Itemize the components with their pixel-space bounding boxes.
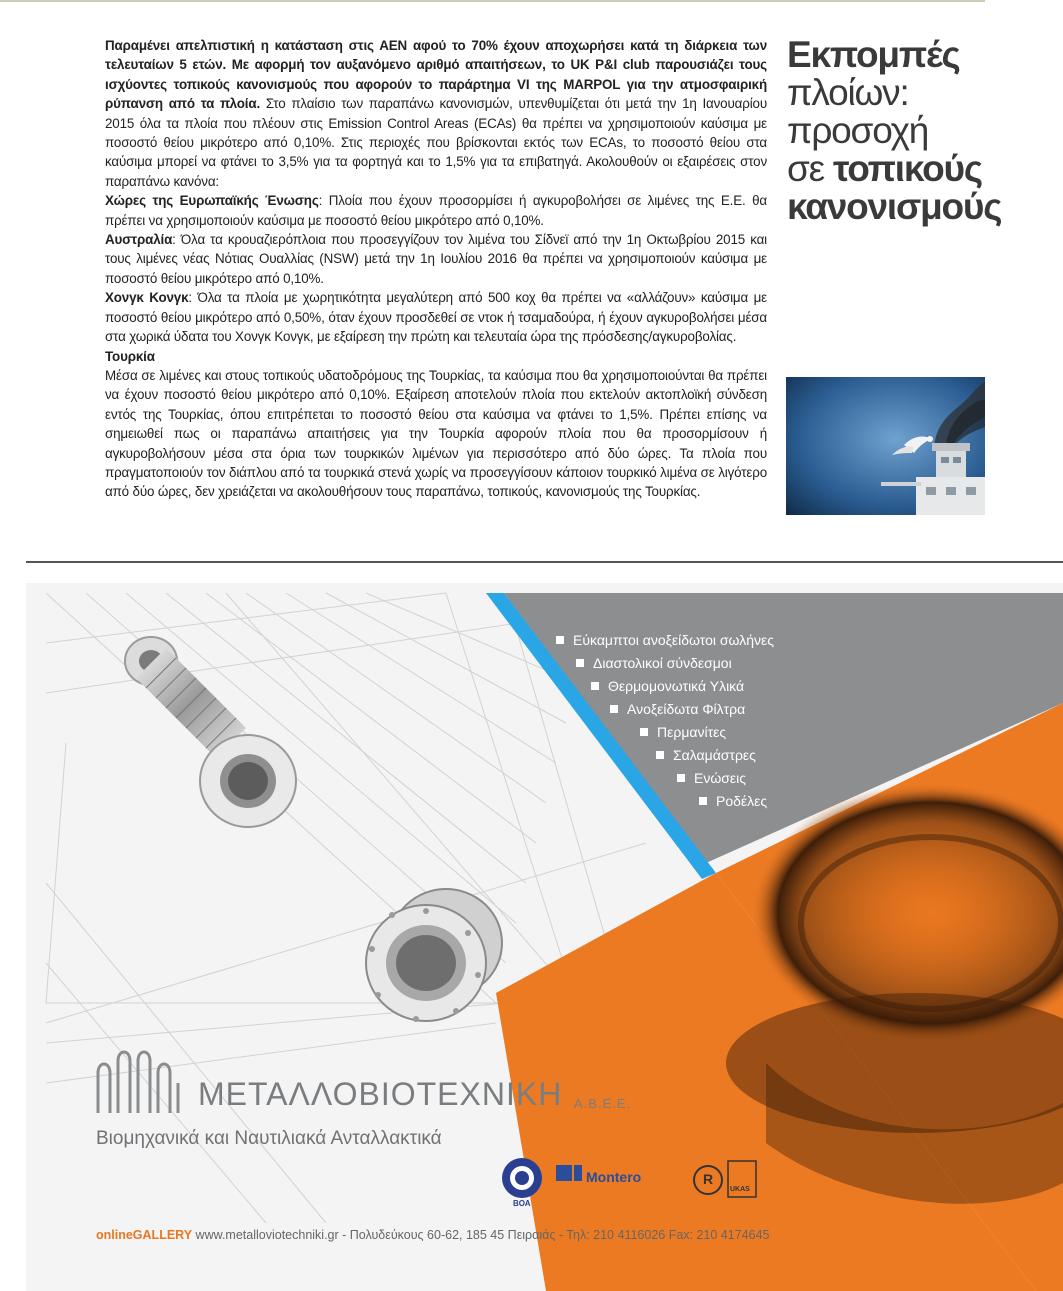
footer-contact: www.metalloviotechniki.gr - Πολυδεύκους 60-62, 185 45 Πειραιάς - Τηλ: 210 4116026 Fax: 210 4174645 bbox=[192, 1228, 770, 1242]
hongkong-label: Χονγκ Κονγκ bbox=[105, 290, 189, 306]
hongkong-paragraph bbox=[105, 288, 767, 346]
product-item: Ροδέλες bbox=[699, 793, 767, 809]
ship-funnel-photo bbox=[786, 377, 985, 515]
product-list bbox=[26, 583, 1063, 843]
section-divider bbox=[26, 561, 1063, 563]
australia-text: : Όλα τα κρουαζιερόπλοια που προσεγγίζουν τον λιμένα του Σίδνεϊ από την 1η Οκτωβρίου 2015 και τους λιμένες νέας Νότιας Ουαλλίας (NSW) μετά την 1η Ιουλίου 2016 θα πρέπει να χρησιμοποιούν καύσιμα με ποσοστό θείου μικρότερο από 0,10%. bbox=[105, 232, 767, 286]
product-item: Θερμομονωτικά Υλικά bbox=[591, 678, 744, 694]
montero-logo-mark bbox=[556, 1165, 582, 1181]
article-main-text: Στο πλαίσιο των παραπάνω κανονισμών, υπενθυμίζεται ότι μετά την 1η Ιανουαρίου 2015 όλα τα πλοία που πλέουν στις Emission Control Areas (ECAs) θα πρέπει να χρησιμοποιούν καύσιμα με ποσοστό θείου μικρότερο από 0,10%. Στις περιοχές που βρίσκονται εκτός των ECAs, το ποσοστό θείου στα καύσιμα μπορεί να φτάνει το 3,5% για τα φορτηγά και το 1,5% για τα επιβατηγά. Ακολουθούν οι εξαιρέσεις στον παραπάνω κανόνα: bbox=[105, 96, 767, 189]
australia-label: Αυστραλία bbox=[105, 232, 173, 248]
ad-footer bbox=[96, 1228, 769, 1242]
boa-logo bbox=[502, 1158, 542, 1198]
article-intro-paragraph bbox=[105, 36, 767, 191]
eu-label: Χώρες της Ευρωπαϊκής Ένωσης bbox=[105, 193, 319, 209]
ukas-mark: UKAS bbox=[730, 1186, 750, 1193]
turkey-paragraph: Μέσα σε λιμένες και στους τοπικούς υδατοδρόμους της Τουρκίας, τα καύσιμα που θα χρησιμοποιούνται θα πρέπει να έχουν ποσοστό θείου μικρότερο από 0,10%. Εξαίρεση αποτελούν πλοία που εκτελούν ακτοπλοϊκή σύνδεση εντός της Τουρκίας, όπου επιτρέπεται το ποσοστό θείου στα καύσιμα να φτάνει το 1,5%. Πρέπει επίσης να σημειωθεί πως οι παραπάνω απαιτήσεις για την Τουρκία αφορούν πλοία που θα προσορμίσουν ή αγκυροβολήσουν μέσα στα όρια των τουρκικών λιμένων για περισσότερο από δύο ώρες. Τα πλοία που πραγματοποιούν τον διάπλου από τα τουρκικά στενά χωρίς να προσεγγίσουν κάποιον τουρκικό λιμένα σε λιγότερο από δύο ώρες, δεν χρειάζεται να ακολουθήσουν τους παραπάνω, τοπικούς, κανονισμούς της Τουρκίας. bbox=[105, 367, 767, 500]
product-item: Σαλαμάστρες bbox=[656, 747, 756, 763]
hongkong-text: : Όλα τα πλοία με χωρητικότητα μεγαλύτερη από 500 κοχ θα πρέπει να «αλλάζουν» καύσιμα με ποσοστό θείου μικρότερο από 0,50%, όταν έχουν προσδεθεί σε ντοκ ή τσαμαδούρα, ή έχουν αγκυροβολήσει μέσα στα χωρικά ύδατα του Χονγκ Κονγκ, με εξαίρεση την πρώτη και τελευταία ώρα της πρόσδεσης/αγκυροβολίας. bbox=[105, 290, 767, 345]
eu-text: : Πλοία που έχουν προσορμίσει ή αγκυροβολήσει σε λιμένες της Ε.Ε. θα πρέπει να χρησιμοποιούν καύσιμα με ποσοστό θείου μικρότερο από 0,10%. bbox=[105, 193, 767, 228]
product-item: Διαστολικοί σύνδεσμοι bbox=[576, 655, 732, 671]
company-name: ΜΕΤΑΛΛΟΒΙΟΤΕΧΝΙΚΗ bbox=[198, 1076, 563, 1112]
eu-paragraph bbox=[105, 191, 767, 230]
article-body bbox=[105, 36, 767, 502]
headline-line-2: πλοίων: bbox=[787, 72, 909, 113]
article-headline bbox=[787, 34, 1002, 227]
company-tagline: Βιομηχανικά και Ναυτιλιακά Ανταλλακτικά bbox=[96, 1128, 442, 1149]
footer-brand: onlineGALLERY bbox=[96, 1228, 193, 1242]
brand-logo-mark bbox=[98, 1052, 178, 1113]
headline-line-5: κανονισμούς bbox=[787, 186, 1002, 227]
australia-paragraph bbox=[105, 230, 767, 288]
headline-line-1: Εκπομπές bbox=[787, 34, 960, 75]
headline-line-4a: σε bbox=[787, 148, 834, 189]
headline-line-4b: τοπικούς bbox=[833, 148, 982, 189]
headline-line-4 bbox=[787, 150, 987, 188]
product-item: Εύκαμπτοι ανοξείδωτοι σωλήνες bbox=[556, 632, 774, 648]
article-lead: Παραμένει απελπιστική η κατάσταση στις ΑΕΝ αφού το 70% έχουν αποχωρήσει κατά τη διάρκεια των τελευταίων 5 ετών. Με αφορμή τον αυξανόμενο αριθμό απαιτήσεων, το UK P&I club παρουσιάζει τους ισχύοντες τοπικούς κανονισμούς που αφορούν το παράρτημα VI της MARPOL για την ατμοσφαιρική ρύπανση από τα πλοία. bbox=[105, 38, 767, 112]
product-item: Ενώσεις bbox=[677, 770, 746, 786]
product-item: Περμανίτες bbox=[640, 724, 726, 740]
cert-r-mark: R bbox=[703, 1171, 714, 1187]
turkey-label: Τουρκία bbox=[105, 348, 155, 364]
boa-logo-text: ΒΟΑ bbox=[513, 1199, 531, 1208]
turkey-heading-paragraph bbox=[105, 347, 767, 366]
product-item: Ανοξείδωτα Φίλτρα bbox=[610, 701, 745, 717]
advertisement bbox=[26, 583, 1063, 1291]
top-rule bbox=[0, 0, 985, 2]
headline-line-3: προσοχή bbox=[787, 110, 929, 151]
company-suffix: Α.Β.Ε.Ε. bbox=[574, 1096, 632, 1111]
montero-logo-text: Montero bbox=[586, 1169, 642, 1185]
expansion-joint-image bbox=[366, 889, 502, 1022]
